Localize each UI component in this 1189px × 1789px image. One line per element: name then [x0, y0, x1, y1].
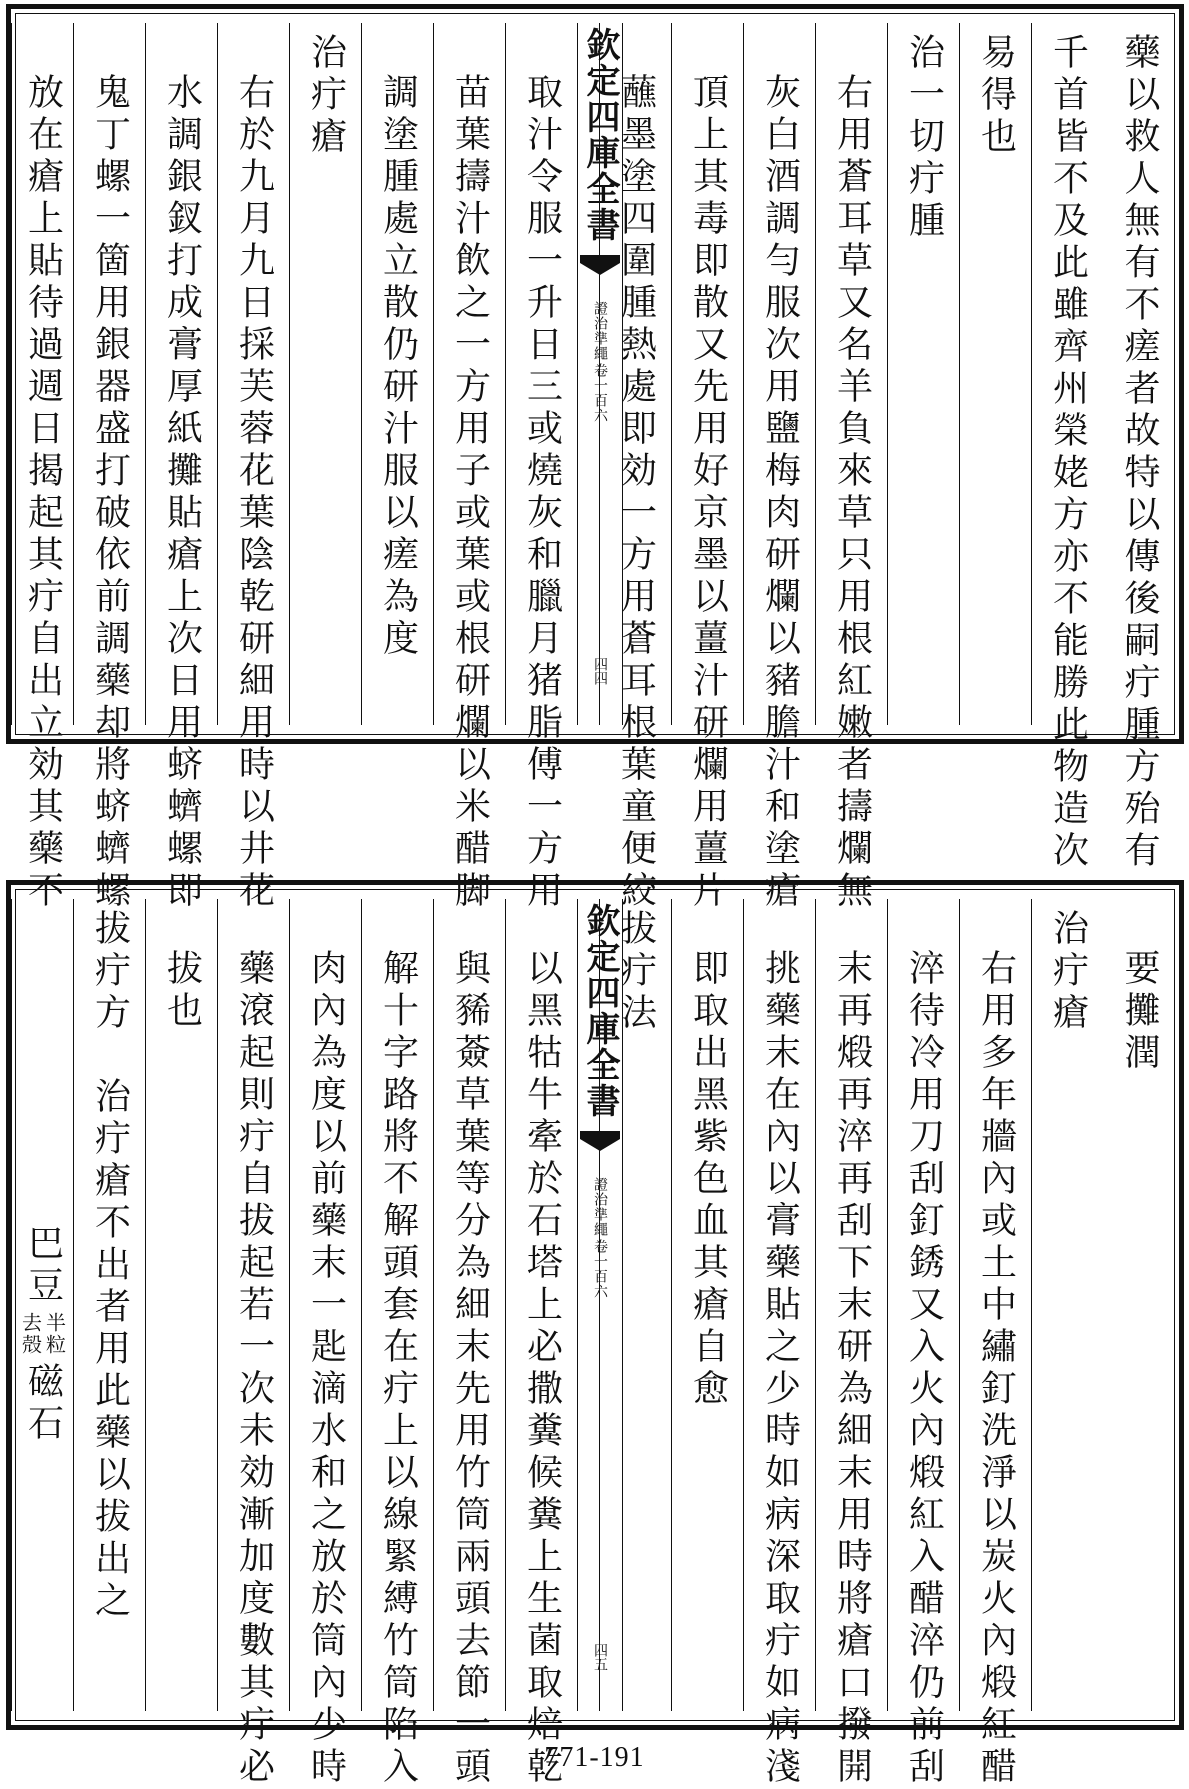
- text-column: 挑藥末在內以膏藥貼之少時如病深取疔如病淺: [743, 899, 815, 1711]
- text-column: 治疔瘡: [1031, 899, 1103, 1711]
- text-column: 鬼丁螺一箇用銀器盛打破依前調藥却將蛴蠐螺: [73, 23, 145, 725]
- text-column: 千首皆不及此雖齊州榮姥方亦不能勝此物造次: [1031, 23, 1103, 725]
- text-column: 右用多年牆內或土中繡釘洗淨以炭火內煅紅醋: [959, 899, 1031, 1711]
- page-footer-number: 771-191: [544, 1742, 645, 1773]
- text-column: 藥以救人無有不瘥者故特以傳後嗣疔腫方殆有: [1119, 33, 1160, 873]
- fish-tail-mark-icon: [578, 1129, 622, 1157]
- text-column: 調塗腫處立散仍研汁服以瘥為度: [361, 23, 433, 725]
- text-column: 肉內為度以前藥末一匙滴水和之放於筒內少時: [289, 899, 361, 1711]
- inline-note: 半粒 去殻: [18, 1312, 67, 1356]
- text-column: 頂上其毒即散又先用好京墨以薑汁研爛用薑片: [671, 23, 743, 725]
- text-column: 巴豆 半粒 去殻 磁石: [11, 899, 73, 1711]
- top-center-strip: [577, 23, 623, 725]
- top-page-frame: [6, 4, 1184, 913]
- text-column: 拔疔法: [599, 899, 671, 1711]
- text-column: 放在瘡上貼待過週日揭起其疔自出立効其藥不: [11, 23, 73, 725]
- folio-number: 四四: [592, 657, 608, 685]
- text-column: 拔也: [145, 899, 217, 1711]
- text-column: 水調銀釵打成膏厚紙攤貼瘡上次日用蛴蠐螺即: [145, 23, 217, 725]
- book-title: 欽定四庫全書: [580, 27, 620, 243]
- bottom-center-strip: [577, 899, 623, 1711]
- text-column: 要攤潤: [1119, 949, 1160, 1075]
- folio-number: 四五: [592, 1643, 608, 1671]
- text-column: 藥滾起則疔自拔起若一次未効漸加度數其疔必: [217, 899, 289, 1711]
- text-column: 治疔瘡: [289, 23, 361, 725]
- text-column: 以黑牯牛牽於石塔上必撒糞候糞上生菌取焙乾: [505, 899, 577, 1711]
- text-column: 右用蒼耳草又名羊負來草只用根紅嫩者擣爛無: [815, 23, 887, 725]
- text-column: 解十字路將不解頭套在疔上以線緊縛竹筒陷入: [361, 899, 433, 1711]
- text-column: 易得也: [959, 23, 1031, 725]
- text-column: 右於九月九日採芙蓉花葉陰乾研細用時以井花: [217, 23, 289, 725]
- text-column: 治一切疔腫: [887, 23, 959, 725]
- text-column: 末再煅再淬再刮下末研為細末用時將瘡口撥開: [815, 899, 887, 1711]
- text-column: 與豨薟草葉等分為細末先用竹筒兩頭去節一頭: [433, 899, 505, 1711]
- book-title: 欽定四庫全書: [580, 903, 620, 1119]
- text-column: 取汁令服一升日三或燒灰和臘月猪脂傅一方用: [505, 23, 577, 725]
- text-column: 即取出黑紫色血其瘡自愈: [671, 899, 743, 1711]
- text-column: 灰白酒調勻服次用鹽梅肉研爛以豬膽汁和塗瘡: [743, 23, 815, 725]
- text-column: 拔疔方 治疔瘡不出者用此藥以拔出之: [73, 899, 145, 1711]
- book-meta: 證治準繩 卷一百六: [592, 301, 608, 423]
- text-column: 苗葉擣汁飲之一方用子或葉或根研爛以米醋脚: [433, 23, 505, 725]
- text-column: 淬待冷用刀刮釘銹又入火內煅紅入醋淬仍前刮: [887, 899, 959, 1711]
- text-column: 蘸墨塗四圍腫熱處即効一方用蒼耳根葉童便絞: [599, 23, 671, 725]
- fish-tail-mark-icon: [578, 253, 622, 281]
- book-meta: 證治準繩 卷一百六: [592, 1177, 608, 1299]
